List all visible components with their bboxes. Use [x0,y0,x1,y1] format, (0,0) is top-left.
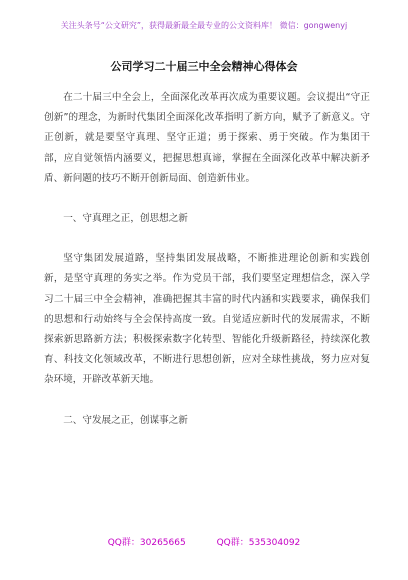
footer-qq-group-2: QQ群：535304092 [216,538,301,548]
footer-contacts [0,535,408,548]
document-body [44,88,370,431]
footer-qq-group-1: QQ群：30265665 [107,538,186,548]
section-heading-1: 一、守真理之正，创思想之新 [63,213,188,225]
section-paragraph-1: 坚守集团发展道路，坚持集团发展战略，不断推进理论创新和实践创新，是坚守真理的务实之举。作为党员干部，我们要坚定理想信念，深入学习二十届三中全会精神，准确把握其丰富的时代内涵和实践要求，确保我们的思想和行动始终与全会保持高度一致。自觉适应新时代的发展需求，不断探索新思路新方法；积极探索数字化转型、智能化升级新路径，持续深化教育、科技文化领域改革，不断进行思想创新，应对全球性挑战，努力应对复杂环境，开辟改革新天地。 [44,253,370,386]
section-heading-2: 二、守发展之正，创谋事之新 [63,414,188,426]
header-note: 关注头条号“公文研究”，获得最新最全最专业的公文资料库！ 微信：gongwenyj [60,21,348,30]
intro-paragraph: 在二十届三中全会上，全面深化改革再次成为重要议题。会议提出“守正创新”的理念，为新时代集团全面深化改革指明了新方向，赋予了新意义。守正创新，就是要坚守真理、坚守正道；勇于探索、勇于突破。作为集团干部，应自觉领悟内涵要义，把握思想真谛，掌握在全面深化改革中解决新矛盾、新问题的技巧不断开创新局面、创造新伟业。 [44,92,370,184]
document-title: 公司学习二十届三中全会精神心得体会 [110,60,298,73]
